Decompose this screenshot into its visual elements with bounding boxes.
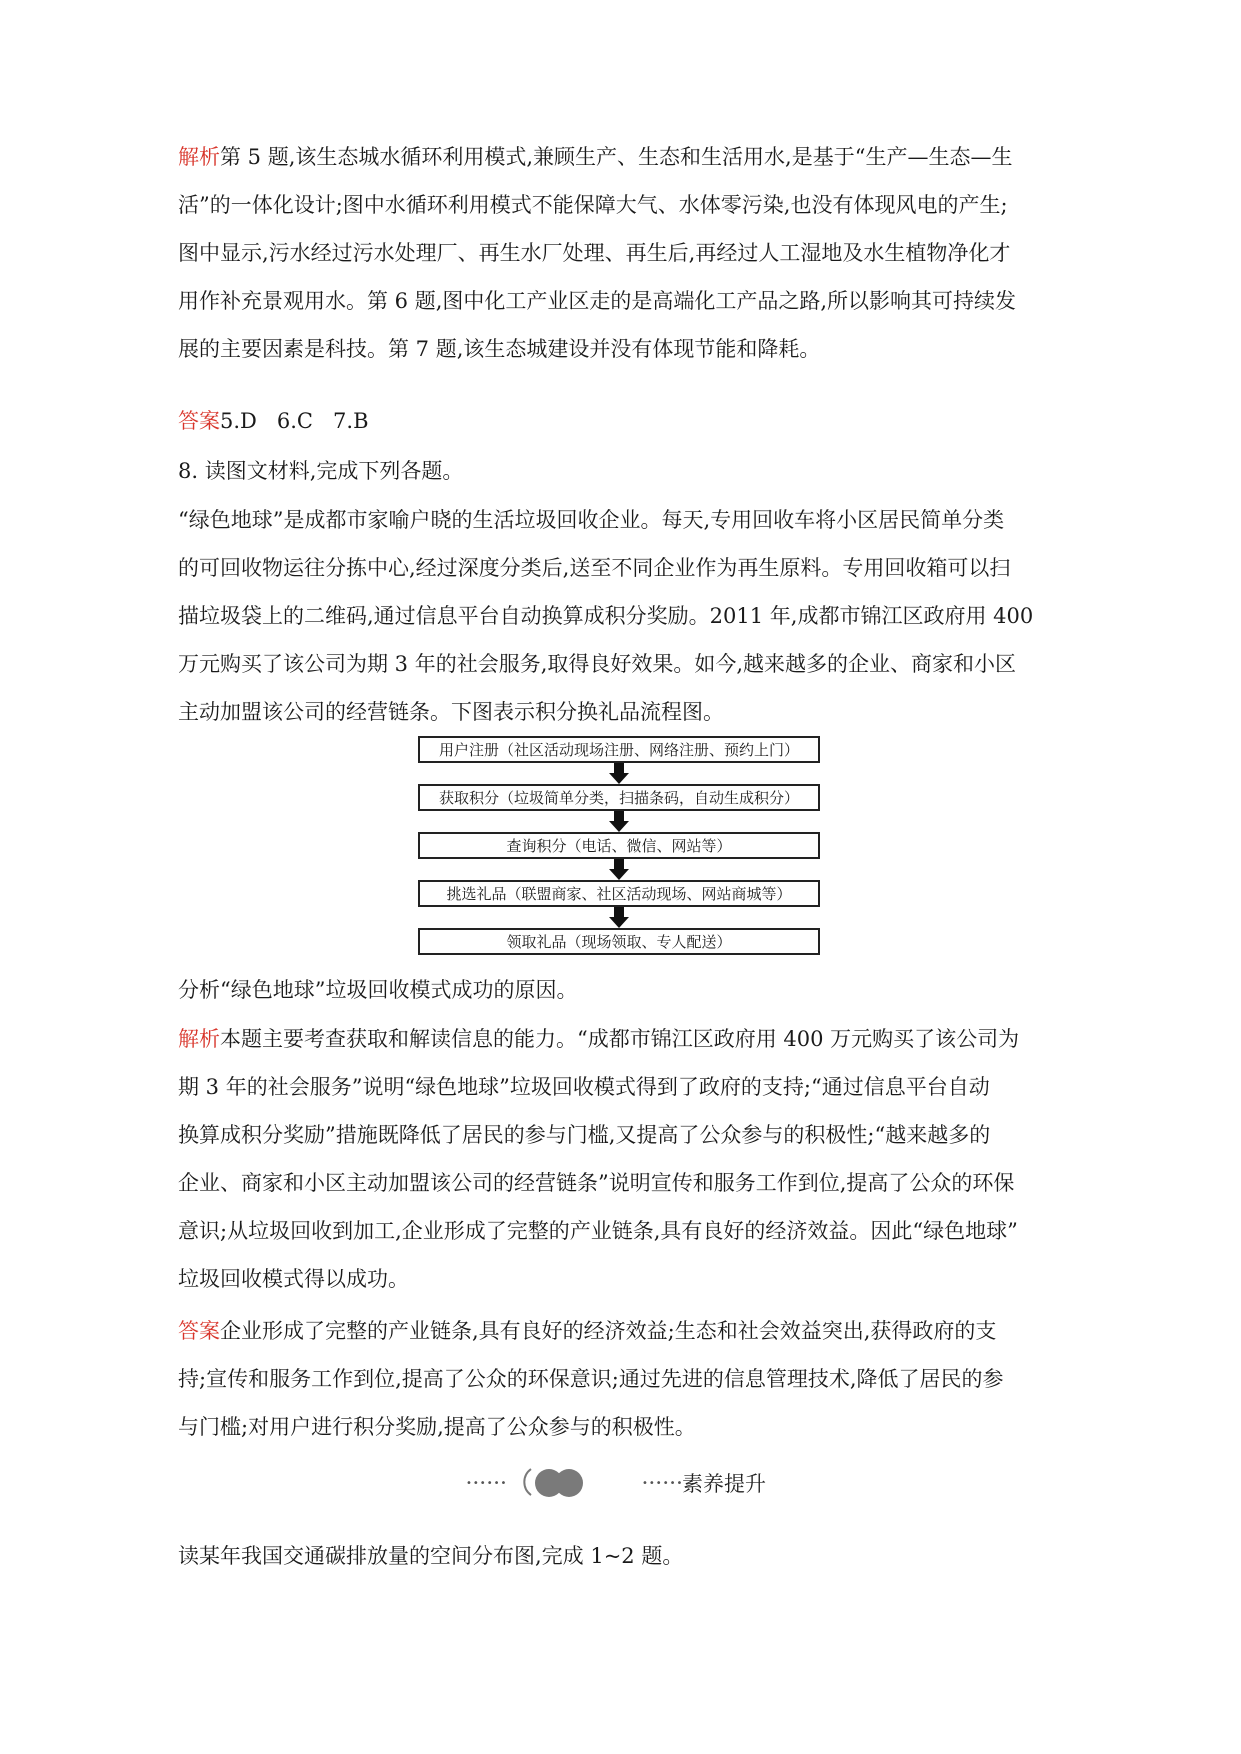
- points-flowchart: [418, 736, 820, 955]
- double-circle-icon: [522, 1465, 592, 1499]
- material-line: 主动加盟该公司的经营链条。下图表示积分换礼品流程图。: [178, 700, 724, 724]
- material-line: 描垃圾袋上的二维码,通过信息平台自动换算成积分奖励。2011 年,成都市锦江区政府用 400: [178, 604, 1034, 628]
- q567-analysis: [178, 133, 1064, 373]
- analysis-label: 解析: [178, 1027, 220, 1051]
- q567-answer: [178, 397, 1064, 445]
- answer-line: 持;宣传和服务工作到位,提高了公众的环保意识;通过先进的信息管理技术,降低了居民的参: [178, 1367, 1004, 1391]
- q8-material: [178, 496, 1064, 736]
- flow-arrow-icon: [418, 763, 820, 784]
- flow-arrow-icon: [418, 907, 820, 928]
- answer-line: 与门槛;对用户进行积分奖励,提高了公众参与的积极性。: [178, 1415, 696, 1439]
- flow-step-earn-points: 获取积分（垃圾简单分类，扫描条码，自动生成积分）: [418, 784, 820, 811]
- flow-arrow-icon: [418, 811, 820, 832]
- material-line: “绿色地球”是成都市家喻户晓的生活垃圾回收企业。每天,专用回收车将小区居民简单分类: [178, 508, 1005, 532]
- analysis-line: 图中显示,污水经过污水处理厂、再生水厂处理、再生后,再经过人工湿地及水生植物净化才: [178, 241, 1011, 265]
- analysis-label: 解析: [178, 145, 220, 169]
- material-line: 万元购买了该公司为期 3 年的社会服务,取得良好效果。如今,越来越多的企业、商家和小区: [178, 652, 1017, 676]
- question-stem: 8. 读图文材料,完成下列各题。: [178, 459, 464, 483]
- answer-label: 答案: [178, 409, 220, 433]
- answer-text: 企业形成了完整的产业链条,具有良好的经济效益;生态和社会效益突出,获得政府的支: [220, 1319, 997, 1343]
- q8-question: [178, 966, 1064, 1014]
- analysis-line: 用作补充景观用水。第 6 题,图中化工产业区走的是高端化工产品之路,所以影响其可持续发: [178, 289, 1017, 313]
- q8-stem: [178, 447, 1064, 495]
- q8-answer: [178, 1307, 1064, 1451]
- intro-text: 读某年我国交通碳排放量的空间分布图,完成 1~2 题。: [178, 1544, 684, 1568]
- analysis-line: 期 3 年的社会服务”说明“绿色地球”垃圾回收模式得到了政府的支持;“通过信息平台自动: [178, 1075, 990, 1099]
- next-question-intro: [178, 1532, 1064, 1580]
- analysis-line: 活”的一体化设计;图中水循环利用模式不能保障大气、水体零污染,也没有体现风电的产生;: [178, 193, 1008, 217]
- answer-label: 答案: [178, 1319, 220, 1343]
- analysis-line: 意识;从垃圾回收到加工,企业形成了完整的产业链条,具有良好的经济效益。因此“绿色地球”: [178, 1219, 1018, 1243]
- question-text: 分析“绿色地球”垃圾回收模式成功的原因。: [178, 978, 578, 1002]
- analysis-text: 本题主要考查获取和解读信息的能力。“成都市锦江区政府用 400 万元购买了该公司为: [220, 1027, 1020, 1051]
- analysis-line: [178, 133, 1064, 181]
- flow-step-receive-gift: 领取礼品（现场领取、专人配送）: [418, 928, 820, 955]
- analysis-line: 企业、商家和小区主动加盟该公司的经营链条”说明宣传和服务工作到位,提高了公众的环保: [178, 1171, 1015, 1195]
- flow-step-register: 用户注册（社区活动现场注册、网络注册、预约上门）: [418, 736, 820, 763]
- q8-analysis: [178, 1015, 1064, 1303]
- answer-text: 5.D 6.C 7.B: [220, 409, 369, 433]
- analysis-line: 垃圾回收模式得以成功。: [178, 1267, 409, 1291]
- analysis-line: 换算成积分奖励”措施既降低了居民的参与门槛,又提高了公众参与的积极性;“越来越多的: [178, 1123, 991, 1147]
- dots-left: ••••••: [466, 1478, 508, 1489]
- analysis-text: 第 5 题,该生态城水循环利用模式,兼顾生产、生态和生活用水,是基于“生产—生态—生: [220, 145, 1013, 169]
- flow-step-query-points: 查询积分（电话、微信、网站等）: [418, 832, 820, 859]
- section-title: 素养提升: [682, 1472, 766, 1496]
- flow-step-choose-gift: 挑选礼品（联盟商家、社区活动现场、网站商城等）: [418, 880, 820, 907]
- dots-right: ••••••: [642, 1478, 684, 1489]
- analysis-line: 展的主要因素是科技。第 7 题,该生态城建设并没有体现节能和降耗。: [178, 337, 821, 361]
- material-line: 的可回收物运往分拣中心,经过深度分类后,送至不同企业作为再生原料。专用回收箱可以扫: [178, 556, 1011, 580]
- section-divider: [466, 1462, 786, 1502]
- flow-arrow-icon: [418, 859, 820, 880]
